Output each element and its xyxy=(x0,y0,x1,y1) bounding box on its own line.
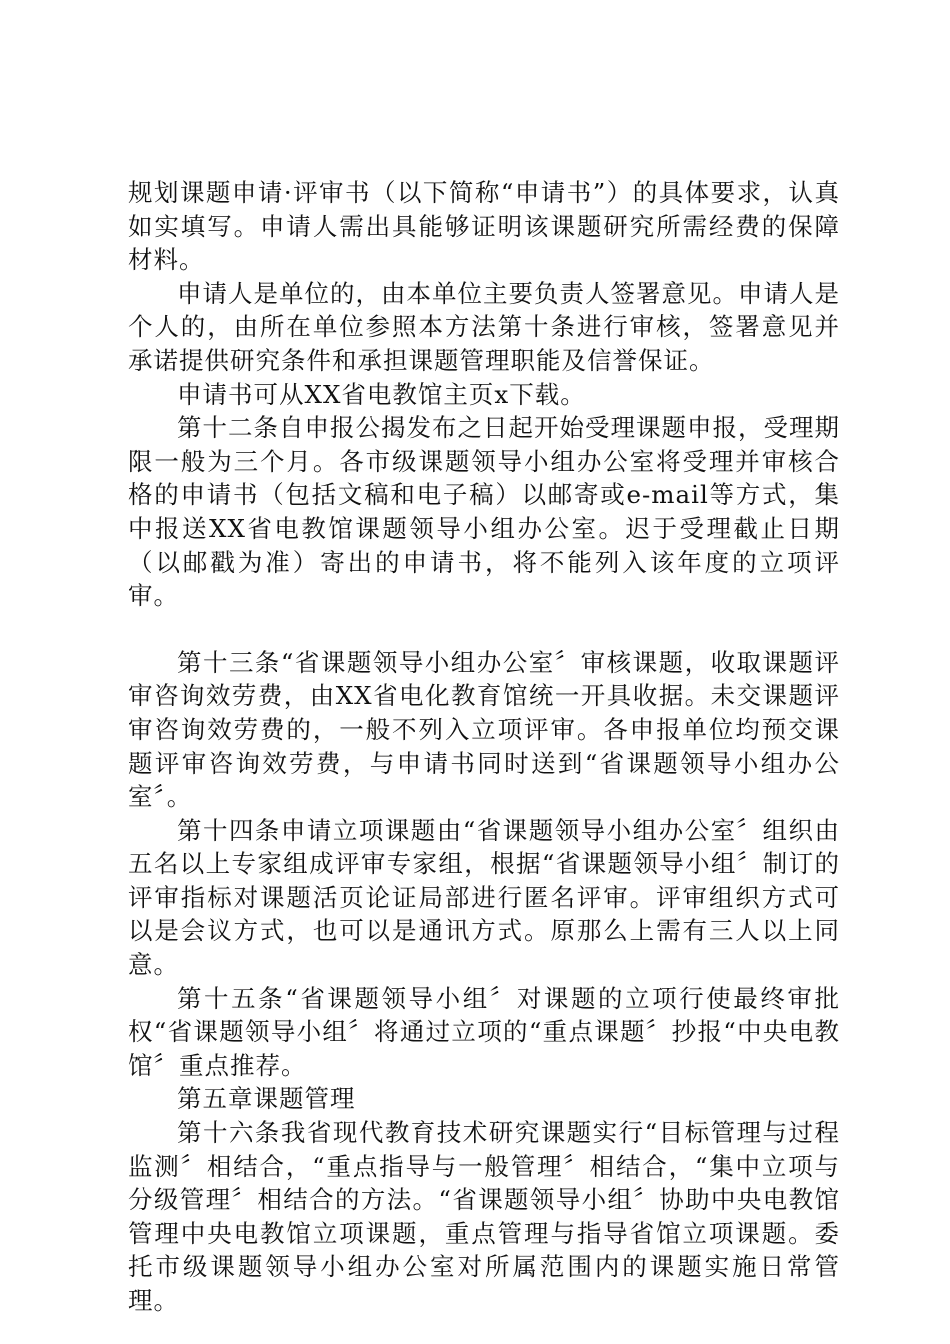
paragraph-gap xyxy=(128,613,840,646)
paragraph-article-14: 第十四条申请立项课题由“省课题领导小组办公室〞组织由五名以上专家组成评审专家组，根据“省课题领导小组〞制订的评审指标对课题活页论证局部进行匿名评审。评审组织方式可以是会议方式，也可以是通讯方式。原那么上需有三人以上同意。 xyxy=(128,815,840,980)
paragraph-signature-rules: 申请人是单位的，由本单位主要负责人签署意见。申请人是个人的，由所在单位参照本方法第十条进行审核，签署意见并承诺提供研究条件和承担课题管理职能及信誉保证。 xyxy=(128,278,840,375)
paragraph-download-note: 申请书可从XX省电教馆主页x下载。 xyxy=(177,379,586,409)
paragraph-article-12: 第十二条自申报公揭发布之日起开始受理课题申报，受理期限一般为三个月。各市级课题领导小组办公室将受理并审核合格的申请书（包括文稿和电子稿）以邮寄或e-mail等方式，集中报送XX省电教馆课题领导小组办公室。迟于受理截止日期（以邮戳为准）寄出的申请书，将不能列入该年度的立项评审。 xyxy=(128,413,840,611)
paragraph-article-16: 第十六条我省现代教育技术研究课题实行“目标管理与过程监测〞相结合，“重点指导与一般管理〞相结合，“集中立项与分级管理〞相结合的方法。“省课题领导小组〞协助中央电教馆管理中央电教馆立项课题，重点管理与指导省馆立项课题。委托市级课题领导小组办公室对所属范围内的课题实施日常管理。 xyxy=(128,1118,840,1315)
document-body xyxy=(128,176,840,1318)
paragraph-application-requirements: 规划课题申请·评审书（以下简称“申请书”）的具体要求，认真如实填写。申请人需出具能够证明该课题研究所需经费的保障材料。 xyxy=(128,178,840,275)
chapter-heading: 第五章课题管理 xyxy=(177,1084,356,1114)
paragraph-article-13: 第十三条“省课题领导小组办公室〞审核课题，收取课题评审咨询效劳费，由XX省电化教育馆统一开具收据。未交课题评审咨询效劳费的，一般不列入立项评审。各申报单位均预交课题评审咨询效劳费，与申请书同时送到“省课题领导小组办公室〞。 xyxy=(128,647,840,812)
paragraph-article-15: 第十五条“省课题领导小组〞对课题的立项行使最终审批权“省课题领导小组〞将通过立项的“重点课题〞抄报“中央电教馆〞重点推荐。 xyxy=(128,983,840,1080)
